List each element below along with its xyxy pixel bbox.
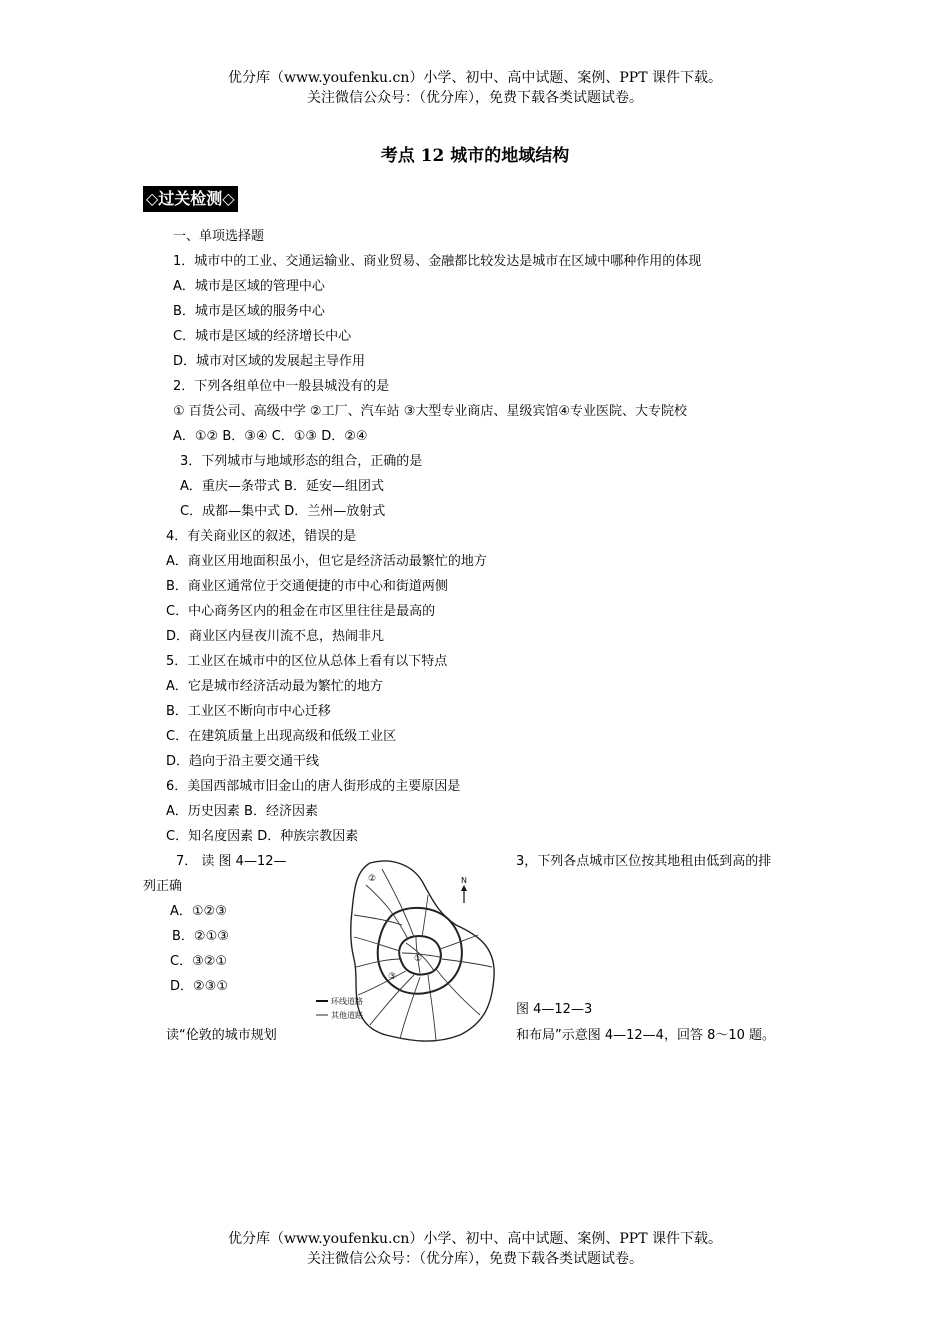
header-line-1: 优分库（www.youfenku.cn）小学、初中、高中试题、案例、PPT 课件下载。 xyxy=(227,70,722,86)
question-6: 6．美国西部城市旧金山的唐人街形成的主要原因是 xyxy=(166,779,461,794)
city-outline xyxy=(351,861,494,1041)
figure-caption: 图 4—12—3 xyxy=(516,1002,593,1017)
q7-option-d: D．②③① xyxy=(170,979,228,994)
question-5: 5．工业区在城市中的区位从总体上看有以下特点 xyxy=(166,654,448,669)
q5-option-b: B．工业区不断向市中心迁移 xyxy=(166,704,331,719)
footer-line-2: 关注微信公众号：（优分库），免费下载各类试题试卷。 xyxy=(307,1251,643,1267)
section-heading: 一、单项选择题 xyxy=(173,229,265,244)
legend-ring-road: 环线道路 xyxy=(331,997,363,1006)
section-banner: ◇过关检测◇ xyxy=(143,186,238,212)
question-3: 3．下列城市与地域形态的组合，正确的是 xyxy=(180,454,423,469)
q4-option-a: A．商业区用地面积虽小，但它是经济活动最繁忙的地方 xyxy=(166,554,487,569)
q4-option-b: B．商业区通常位于交通便捷的市中心和街道两侧 xyxy=(166,579,448,594)
q6-options-ab: A．历史因素 B．经济因素 xyxy=(166,804,318,819)
question-2: 2．下列各组单位中一般县城没有的是 xyxy=(173,379,390,394)
map-marker-1: ① xyxy=(414,954,423,964)
question-7-right: 3，下列各点城市区位按其地租由低到高的排 xyxy=(516,854,772,869)
q6-options-cd: C．知名度因素 D．种族宗教因素 xyxy=(166,829,359,844)
question-7-left: 7． 读 图 4—12— xyxy=(176,854,287,869)
q1-option-b: B．城市是区域的服务中心 xyxy=(173,304,325,319)
q5-option-c: C．在建筑质量上出现高级和低级工业区 xyxy=(166,729,397,744)
question-4: 4．有关商业区的叙述，错误的是 xyxy=(166,529,357,544)
q1-option-c: C．城市是区域的经济增长中心 xyxy=(173,329,352,344)
header-line-2: 关注微信公众号：（优分库），免费下载各类试题试卷。 xyxy=(307,90,643,106)
q4-option-c: C．中心商务区内的租金在市区里往往是最高的 xyxy=(166,604,436,619)
question-7-cont: 列正确 xyxy=(143,879,183,894)
map-legend xyxy=(316,996,363,1020)
q2-options: A．①② B．③④ C．①③ D．②④ xyxy=(173,429,368,444)
q7-option-c: C．③②① xyxy=(170,954,228,969)
map-marker-3: ③ xyxy=(388,972,397,982)
q2-items: ① 百货公司、高级中学 ②工厂、汽车站 ③大型专业商店、星级宾馆④专业医院、大专院校 xyxy=(173,404,688,419)
q3-options-ab: A．重庆—条带式 B．延安—组团式 xyxy=(180,479,384,494)
page-title: 考点 12 城市的地域结构 xyxy=(380,146,570,166)
footer-line-1: 优分库（www.youfenku.cn）小学、初中、高中试题、案例、PPT 课件下载。 xyxy=(227,1231,722,1247)
city-map-figure xyxy=(310,855,510,1045)
legend-other-road: 其他道路 xyxy=(331,1011,363,1020)
q5-option-a: A．它是城市经济活动最为繁忙的地方 xyxy=(166,679,383,694)
north-label: N xyxy=(461,876,467,885)
q1-option-a: A．城市是区域的管理中心 xyxy=(173,279,325,294)
north-arrow-icon xyxy=(461,885,467,903)
q7-option-a: A．①②③ xyxy=(170,904,227,919)
q4-option-d: D．商业区内昼夜川流不息，热闹非凡 xyxy=(166,629,385,644)
q5-option-d: D．趋向于沿主要交通干线 xyxy=(166,754,320,769)
reading-prompt-left: 读“伦敦的城市规划 xyxy=(166,1028,277,1043)
other-roads xyxy=(354,869,492,1041)
q1-option-d: D．城市对区域的发展起主导作用 xyxy=(173,354,366,369)
question-1: 1．城市中的工业、交通运输业、商业贸易、金融都比较发达是城市在区域中哪种作用的体现 xyxy=(173,254,702,269)
map-marker-2: ② xyxy=(368,874,377,884)
q7-option-b: B．②①③ xyxy=(172,929,229,944)
reading-prompt-right: 和布局”示意图 4—12—4，回答 8～10 题。 xyxy=(516,1028,776,1043)
q3-options-cd: C．成都—集中式 D．兰州—放射式 xyxy=(180,504,386,519)
